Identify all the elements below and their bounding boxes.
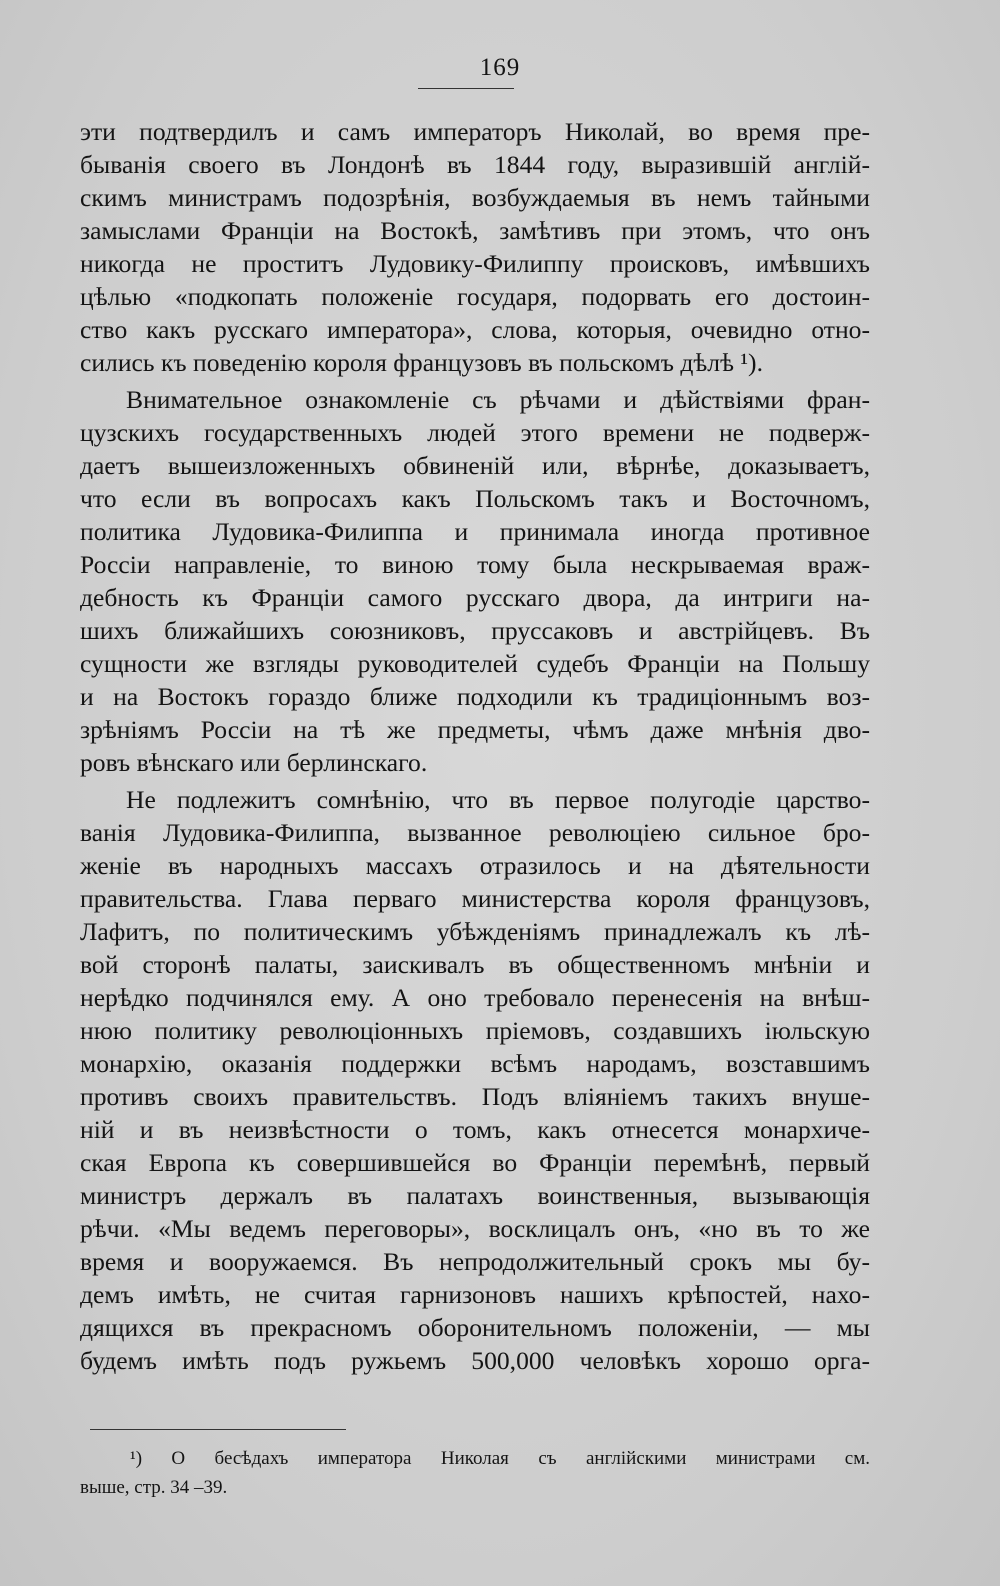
text-line: цузскихъ государственныхъ людей этого времени не подверж- — [80, 418, 870, 447]
text-line: женіе въ народныхъ массахъ отразилось и на дѣятельности — [80, 851, 870, 880]
text-line: Россіи направленіе, то виною тому была нескрываемая враж- — [80, 550, 870, 579]
header-rule — [418, 88, 514, 89]
text-line: нерѣдко подчинялся ему. А оно требовало перенесенія на внѣш- — [80, 983, 870, 1012]
text-line: ровъ вѣнскаго или берлинскаго. — [80, 748, 428, 777]
text-line: рѣчи. «Мы ведемъ переговоры», восклицалъ онъ, «но въ то же — [80, 1214, 870, 1243]
text-line: противъ своихъ правительствъ. Подъ вліяніемъ такихъ внуше- — [80, 1082, 870, 1111]
text-line: время и вооружаемся. Въ непродолжительный срокъ мы бу- — [80, 1247, 870, 1276]
body-text — [80, 115, 870, 1377]
text-line: зрѣніямъ Россіи на тѣ же предметы, чѣмъ даже мнѣнія дво- — [80, 715, 870, 744]
text-line: что если въ вопросахъ какъ Польскомъ такъ и Восточномъ, — [80, 484, 870, 513]
text-line: вой сторонѣ палаты, заискивалъ въ общественномъ мнѣніи и — [80, 950, 870, 979]
text-line: ній и въ неизвѣстности о томъ, какъ отнесется монархиче- — [80, 1115, 870, 1144]
text-line: быванія своего въ Лондонѣ въ 1844 году, выразившій англій- — [80, 150, 870, 179]
text-line: ская Европа къ совершившейся во Франціи перемѣнѣ, первый — [80, 1148, 870, 1177]
text-line: сились къ поведенію короля французовъ въ польскомъ дѣлѣ ¹). — [80, 348, 763, 377]
text-line: демъ имѣть, не считая гарнизоновъ нашихъ крѣпостей, нахо- — [80, 1280, 870, 1309]
text-line: дебность къ Франціи самого русскаго двора, да интриги на- — [80, 583, 870, 612]
text-line: даетъ вышеизложенныхъ обвиненій или, вѣрнѣе, доказываетъ, — [80, 451, 870, 480]
footnote-line: выше, стр. 34 –39. — [80, 1477, 228, 1498]
text-line: цѣлью «подкопать положеніе государя, подорвать его достоин- — [80, 282, 870, 311]
text-line: скимъ министрамъ подозрѣнія, возбуждаемыя въ немъ тайными — [80, 183, 870, 212]
text-line: сущности же взгляды руководителей судебъ Франціи на Польшу — [80, 649, 870, 678]
text-line: ванія Лудовика-Филиппа, вызванное революціею сильное бро- — [80, 818, 870, 847]
text-line: шихъ ближайшихъ союзниковъ, пруссаковъ и австрійцевъ. Въ — [80, 616, 870, 645]
text-line: и на Востокъ гораздо ближе подходили къ традиціоннымъ воз- — [80, 682, 870, 711]
text-line: эти подтвердилъ и самъ императоръ Николай, во время пре- — [80, 117, 870, 146]
text-line: замыслами Франціи на Востокѣ, замѣтивъ при этомъ, что онъ — [80, 216, 870, 245]
text-line: Лафитъ, по политическимъ убѣжденіямъ принадлежалъ къ лѣ- — [80, 917, 870, 946]
text-line: ство какъ русскаго императора», слова, которыя, очевидно отно- — [80, 315, 870, 344]
paragraph-start-line: Внимательное ознакомленіе съ рѣчами и дѣйствіями фран- — [126, 385, 870, 414]
page-number: 169 — [479, 54, 521, 81]
footnote — [80, 1444, 870, 1502]
text-line: политика Лудовика-Филиппа и принимала иногда противное — [80, 517, 870, 546]
text-line: правительства. Глава перваго министерства короля французовъ, — [80, 884, 870, 913]
text-line: монархію, оказанія поддержки всѣмъ народамъ, возставшимъ — [80, 1049, 870, 1078]
text-line: министръ держалъ въ палатахъ воинственныя, вызывающія — [80, 1181, 870, 1210]
footnote-line: ¹) О бесѣдахъ императора Николая съ англійскими министрами см. — [130, 1448, 870, 1469]
text-line: будемъ имѣть подъ ружьемъ 500,000 человѣкъ хорошо орга- — [80, 1346, 870, 1375]
footnote-rule — [90, 1429, 346, 1430]
text-line: дящихся въ прекрасномъ оборонительномъ положеніи, — мы — [80, 1313, 870, 1342]
text-line: никогда не проститъ Лудовику-Филиппу происковъ, имѣвшихъ — [80, 249, 870, 278]
text-line: нюю политику революціонныхъ пріемовъ, создавшихъ іюльскую — [80, 1016, 870, 1045]
paragraph-start-line: Не подлежитъ сомнѣнію, что въ первое полугодіе царство- — [126, 785, 870, 814]
